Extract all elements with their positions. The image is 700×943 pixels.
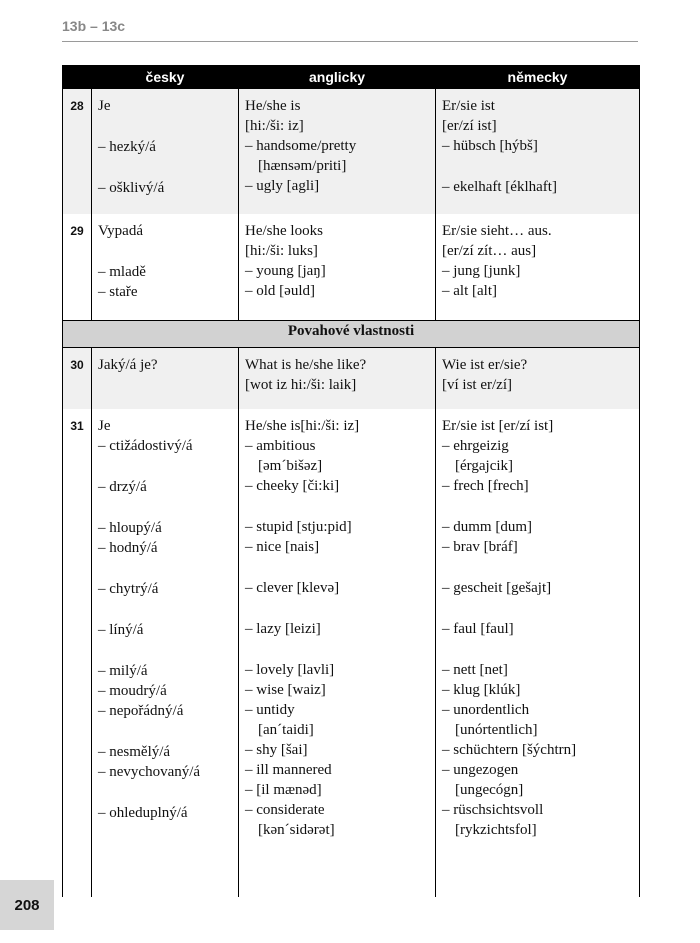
german-pronunciation: [unórtentlich] bbox=[455, 722, 538, 738]
german-term: – ungezogen bbox=[442, 762, 519, 778]
german-term: – brav [bráf] bbox=[442, 539, 518, 555]
english-cell bbox=[239, 348, 436, 410]
column-header-german: německy bbox=[436, 65, 640, 89]
table-row bbox=[63, 89, 640, 214]
german-term: Wie ist er/sie? bbox=[442, 357, 528, 373]
english-term: – handsome/pretty bbox=[245, 138, 357, 154]
english-cell bbox=[239, 89, 436, 214]
column-header-english: anglicky bbox=[239, 65, 436, 89]
english-term: – old [əuld] bbox=[245, 283, 315, 299]
english-term: – nice [nais] bbox=[245, 539, 320, 555]
german-term: – hübsch [hýbš] bbox=[442, 138, 538, 154]
english-pronunciation: [hi:/ši: luks] bbox=[245, 243, 318, 259]
czech-term: – drzý/á bbox=[98, 479, 147, 495]
table-row bbox=[63, 409, 640, 897]
czech-term: – ohleduplný/á bbox=[98, 805, 188, 821]
czech-term: – milý/á bbox=[98, 663, 148, 679]
english-term: He/she looks bbox=[245, 223, 323, 239]
german-term: – ehrgeizig bbox=[442, 438, 509, 454]
table-row bbox=[63, 348, 640, 410]
header-rule bbox=[62, 41, 638, 42]
section-title: Povahové vlastnosti bbox=[63, 321, 640, 348]
german-term: – dumm [dum] bbox=[442, 519, 532, 535]
german-term: – rüschsichtsvoll bbox=[442, 802, 544, 818]
german-term: Er/sie ist [er/zí ist] bbox=[442, 418, 554, 434]
german-term: – alt [alt] bbox=[442, 283, 497, 299]
german-pronunciation: [er/zí zít… aus] bbox=[442, 243, 537, 259]
entry-number: 29 bbox=[63, 214, 92, 321]
section-row bbox=[63, 321, 640, 348]
english-term: He/she is bbox=[245, 98, 301, 114]
english-term: He/she is[hi:/ši: iz] bbox=[245, 418, 360, 434]
czech-term: Je bbox=[98, 98, 111, 114]
czech-term: – hodný/á bbox=[98, 540, 158, 556]
table-header-row bbox=[63, 65, 640, 89]
czech-term: – ošklivý/á bbox=[98, 180, 165, 196]
german-term: – jung [junk] bbox=[442, 263, 521, 279]
entry-number: 31 bbox=[63, 409, 92, 897]
german-term: – nett [net] bbox=[442, 662, 508, 678]
english-cell bbox=[239, 214, 436, 321]
english-term: – clever [klevə] bbox=[245, 580, 340, 596]
czech-term: – chytrý/á bbox=[98, 581, 159, 597]
german-pronunciation: [érgajcik] bbox=[455, 458, 514, 474]
czech-term: – nesmělý/á bbox=[98, 744, 171, 760]
section-header: 13b – 13c bbox=[62, 18, 126, 34]
czech-cell bbox=[92, 409, 239, 897]
german-pronunciation: [ungecógn] bbox=[455, 782, 524, 798]
czech-term: – moudrý/á bbox=[98, 683, 167, 699]
english-term: – stupid [stju:pid] bbox=[245, 519, 352, 535]
czech-term: Vypadá bbox=[98, 223, 143, 239]
czech-term: – nevychovaný/á bbox=[98, 764, 201, 780]
czech-term: – mladě bbox=[98, 264, 146, 280]
english-pronunciation: [wot iz hi:/ši: laik] bbox=[245, 377, 357, 393]
german-term: – unordentlich bbox=[442, 702, 530, 718]
czech-term: – ctižádostivý/á bbox=[98, 438, 193, 454]
german-term: – ekelhaft [éklhaft] bbox=[442, 179, 557, 195]
german-cell bbox=[436, 348, 640, 410]
vocabulary-table bbox=[62, 65, 640, 897]
czech-term: – staře bbox=[98, 284, 138, 300]
english-term: – lovely [lavli] bbox=[245, 662, 335, 678]
english-pronunciation: [an´taidi] bbox=[258, 722, 314, 738]
english-term: – considerate bbox=[245, 802, 325, 818]
english-term: – young [jaŋ] bbox=[245, 263, 326, 279]
english-term: – ambitious bbox=[245, 438, 316, 454]
english-pronunciation: [kən´sidərət] bbox=[258, 822, 335, 838]
english-term: What is he/she like? bbox=[245, 357, 367, 373]
german-cell bbox=[436, 409, 640, 897]
entry-number: 28 bbox=[63, 89, 92, 214]
czech-term: Je bbox=[98, 418, 111, 434]
german-term: – faul [faul] bbox=[442, 621, 514, 637]
czech-cell bbox=[92, 348, 239, 410]
english-cell bbox=[239, 409, 436, 897]
czech-term: – líný/á bbox=[98, 622, 144, 638]
english-pronunciation: [hænsəm/priti] bbox=[258, 158, 347, 174]
czech-cell bbox=[92, 214, 239, 321]
german-term: – gescheit [gešajt] bbox=[442, 580, 552, 596]
german-term: – frech [frech] bbox=[442, 478, 529, 494]
german-pronunciation: [er/zí ist] bbox=[442, 118, 497, 134]
czech-term: – hloupý/á bbox=[98, 520, 162, 536]
czech-term: – nepořádný/á bbox=[98, 703, 184, 719]
entry-number: 30 bbox=[63, 348, 92, 410]
german-cell bbox=[436, 89, 640, 214]
english-term: – cheeky [či:ki] bbox=[245, 478, 340, 494]
german-pronunciation: [ví ist er/zí] bbox=[442, 377, 512, 393]
german-term: – klug [klúk] bbox=[442, 682, 521, 698]
english-term: – shy [šai] bbox=[245, 742, 308, 758]
english-term: – lazy [leizi] bbox=[245, 621, 321, 637]
english-term: – untidy bbox=[245, 702, 295, 718]
english-term: – ugly [agli] bbox=[245, 178, 320, 194]
page-number: 208 bbox=[0, 880, 54, 930]
german-term: Er/sie sieht… aus. bbox=[442, 223, 552, 239]
english-term: – wise [waiz] bbox=[245, 682, 326, 698]
german-term: Er/sie ist bbox=[442, 98, 495, 114]
column-header-czech: česky bbox=[92, 65, 239, 89]
czech-term: Jaký/á je? bbox=[98, 357, 158, 373]
czech-term: – hezký/á bbox=[98, 139, 156, 155]
czech-cell bbox=[92, 89, 239, 214]
english-pronunciation: – [il mænəd] bbox=[245, 782, 322, 798]
german-term: – schüchtern [šýchtrn] bbox=[442, 742, 577, 758]
column-header-number bbox=[63, 65, 92, 89]
english-pronunciation: [əm´bišəz] bbox=[258, 458, 323, 474]
german-cell bbox=[436, 214, 640, 321]
english-term: – ill mannered bbox=[245, 762, 332, 778]
german-pronunciation: [rykzichtsfol] bbox=[455, 822, 537, 838]
english-pronunciation: [hi:/ši: iz] bbox=[245, 118, 304, 134]
table-row bbox=[63, 214, 640, 321]
